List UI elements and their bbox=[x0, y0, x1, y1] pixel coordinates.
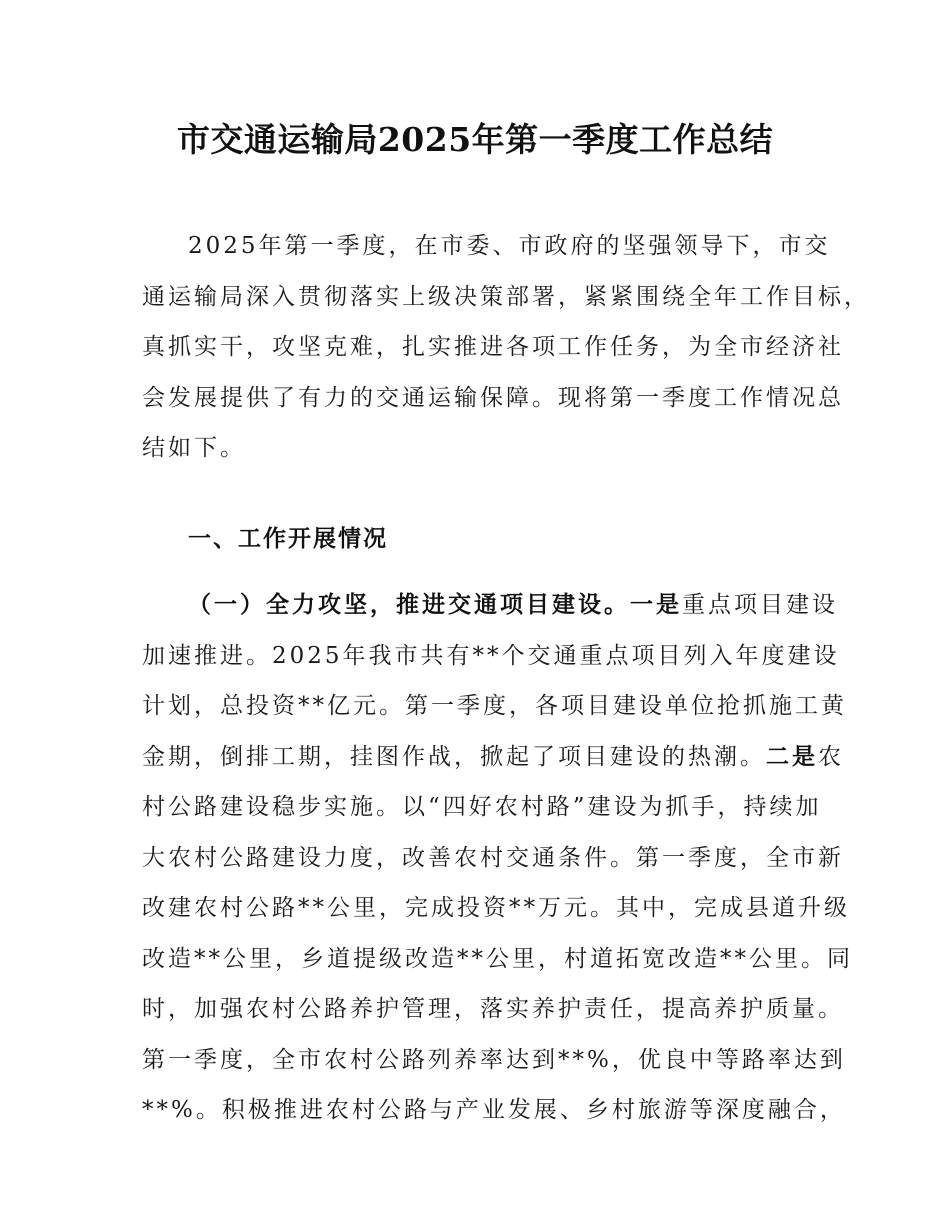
intro-line: 会发展提供了有力的交通运输保障。现将第一季度工作情况总 bbox=[142, 384, 844, 411]
paragraph-text: 重点项目建设 bbox=[682, 592, 838, 618]
point-marker: 二是 bbox=[766, 743, 818, 770]
paragraph-line: **%。积极推进农村公路与产业发展、乡村旅游等深度融合， bbox=[142, 1097, 846, 1123]
paragraph-text: 农 bbox=[818, 743, 844, 770]
intro-line: 2025年第一季度，在市委、市政府的坚强领导下，市交 bbox=[188, 233, 831, 259]
intro-line: 结如下。 bbox=[142, 435, 246, 461]
subsection-heading: （一）全力攻坚，推进交通项目建设。 bbox=[188, 592, 630, 618]
paragraph-text: 金期，倒排工期，挂图作战，掀起了项目建设的热潮。 bbox=[142, 743, 766, 770]
paragraph-line: 加速推进。2025年我市共有**个交通重点项目列入年度建设 bbox=[142, 642, 840, 669]
paragraph-line: 村公路建设稳步实施。以“四好农村路”建设为抓手，持续加 bbox=[142, 794, 822, 820]
paragraph-line: 计划，总投资**亿元。第一季度，各项目建设单位抢抓施工黄 bbox=[142, 693, 847, 719]
paragraph-line: 改建农村公路**公里，完成投资**万元。其中，完成县道升级 bbox=[142, 895, 850, 921]
paragraph-line: 时，加强农村公路养护管理，落实养护责任，提高养护质量。 bbox=[142, 996, 844, 1022]
paragraph-line bbox=[142, 732, 844, 783]
project-construction-paragraph bbox=[142, 580, 853, 1136]
paragraph-line: 大农村公路建设力度，改善农村交通条件。第一季度，全市新 bbox=[142, 844, 844, 871]
point-marker: 一是 bbox=[630, 592, 682, 618]
document-title: 市交通运输局2025年第一季度工作总结 bbox=[176, 120, 774, 159]
paragraph-line: 改造**公里，乡道提级改造**公里，村道拓宽改造**公里。同 bbox=[142, 945, 853, 972]
intro-line: 通运输局深入贯彻落实上级决策部署，紧紧围绕全年工作目标， bbox=[142, 283, 870, 310]
paragraph-line: 第一季度，全市农村公路列养率达到**%，优良中等路率达到 bbox=[142, 1046, 846, 1073]
section-heading: 一、工作开展情况 bbox=[188, 526, 388, 552]
intro-line: 真抓实干，攻坚克难，扎实推进各项工作任务，为全市经济社 bbox=[142, 334, 844, 360]
paragraph-line bbox=[142, 580, 838, 631]
intro-paragraph bbox=[142, 221, 870, 474]
